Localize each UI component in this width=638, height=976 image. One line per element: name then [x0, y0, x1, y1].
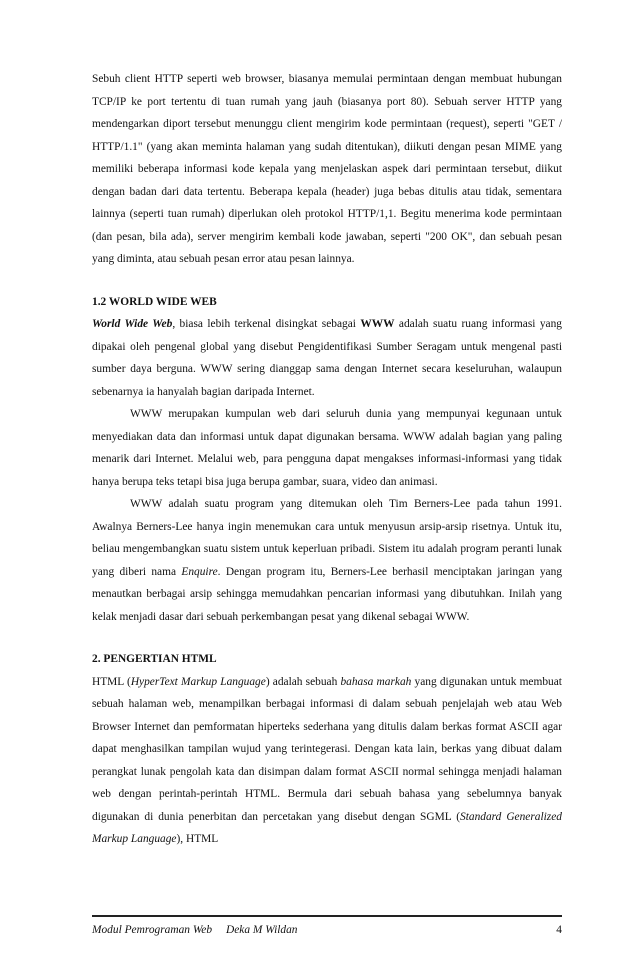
page-body: [92, 68, 562, 851]
spacer: [92, 628, 562, 648]
page-footer: [92, 924, 562, 936]
html-expansion: HyperText Markup Language: [130, 675, 266, 688]
www-term: World Wide Web: [92, 318, 173, 330]
html-heading: 2. PENGERTIAN HTML: [92, 653, 217, 665]
spacer: [92, 271, 562, 291]
html-paragraph: [92, 671, 562, 851]
www-paragraph-1: [92, 313, 562, 403]
footer-rule: [92, 915, 562, 917]
page-number: 4: [556, 924, 562, 936]
footer-left: [92, 924, 298, 936]
html-part3: yang digunakan untuk membuat sebuah halaman web, menampilkan berbagai informasi di dalam sebuah penjelajah web atau Web Browser Internet dan pemformatan hiperteks sederhana yang ditulis dalam berkas format ASCII agar dapat menghasilkan tampilan wujud yang terintegerasi. Dengan kata lain, berkas yang dibuat dalam perangkat lunak pengolah kata dan disimpan dalam format ASCII normal sehingga menjadi halaman web dengan perintah-perintah HTML. Bermula dari sebuah bahasa yang sebelumnya banyak digunakan di dunia penerbitan dan percetakan yang disebut dengan SGML (: [92, 675, 562, 823]
www-p3-part1: WWW adalah suatu program yang ditemukan oleh Tim Berners-Lee pada tahun 1991. Awalnya Berners-Lee hanya ingin menemukan cara untuk menyusun arsip-arsip risetnya. Untuk itu, beliau mengembangkan suatu sistem untuk keperluan pribadi. Sistem itu adalah program peranti lunak yang diberi nama: [92, 498, 562, 578]
www-p1-part2: adalah suatu ruang informasi yang dipakai oleh pengenal global yang disebut Pengidentifikasi Sumber Seragam untuk mengenal pasti sumber daya berguna. WWW sering dianggap sama dengan Internet secara keseluruhan, walaupun sebenarnya ia hanyalah bagian daripada Internet.: [92, 318, 562, 398]
html-part2: ) adalah sebuah: [265, 675, 341, 688]
www-abbr: WWW: [360, 318, 395, 330]
www-paragraph-2: WWW merupakan kumpulan web dari seluruh dunia yang mempunyai kegunaan untuk menyediakan data dan informasi untuk dapat digunakan bersama. WWW adalah bagian yang paling menarik dari Internet. Melalui web, para pengguna dapat mengakses informasi-informasi yang tidak hanya berupa teks tetapi bisa juga berupa gambar, suara, video dan animasi.: [92, 408, 562, 488]
http-paragraph: Sebuh client HTTP seperti web browser, biasanya memulai permintaan dengan membuat hubungan TCP/IP ke port tertentu di tuan rumah yang jauh (biasanya port 80). Sebuah server HTTP yang mendengarkan diport tersebut menunggu client mengirim kode permintaan (request), seperti "GET / HTTP/1.1" (yang akan meminta halaman yang sudah ditentukan), diikuti dengan pesan MIME yang memiliki beberapa informasi kode kepala yang menjelaskan aspek dari permintaan tersebut, diikut dengan badan dari data tertentu. Beberapa kepala (header) juga bebas ditulis atau tidak, sementara lainnya (seperti tuan rumah) diperlukan oleh protokol HTTP/1,1. Begitu menerima kode permintaan (dan pesan, bila ada), server mengirim kembali kode jawaban, seperti "200 OK", dan sebuah pesan yang diminta, atau sebuah pesan error atau pesan lainnya.: [92, 73, 562, 265]
footer-module: Modul Pemrograman Web: [92, 924, 213, 936]
www-heading: 1.2 WORLD WIDE WEB: [92, 295, 217, 308]
html-part4: ), HTML: [176, 833, 219, 845]
www-paragraph-3: [92, 493, 562, 628]
enquire-term: Enquire: [181, 565, 218, 578]
markup-term: bahasa markah: [340, 675, 412, 688]
www-p1-part1: , biasa lebih terkenal disingkat sebagai: [172, 318, 361, 330]
footer-author: Deka M Wildan: [226, 924, 298, 936]
www-p3-part2: . Dengan program itu, Berners-Lee berhasil menciptakan jaringan yang menautkan berbagai arsip sehingga memudahkan pencarian informasi yang dibutuhkan. Inilah yang kelak menjadi dasar dari sebuah perkembangan pesat yang dikenal sebagai WWW.: [92, 565, 563, 623]
html-part1: HTML (: [92, 675, 131, 688]
sgml-expansion: Standard Generalized Markup Language: [92, 810, 562, 845]
